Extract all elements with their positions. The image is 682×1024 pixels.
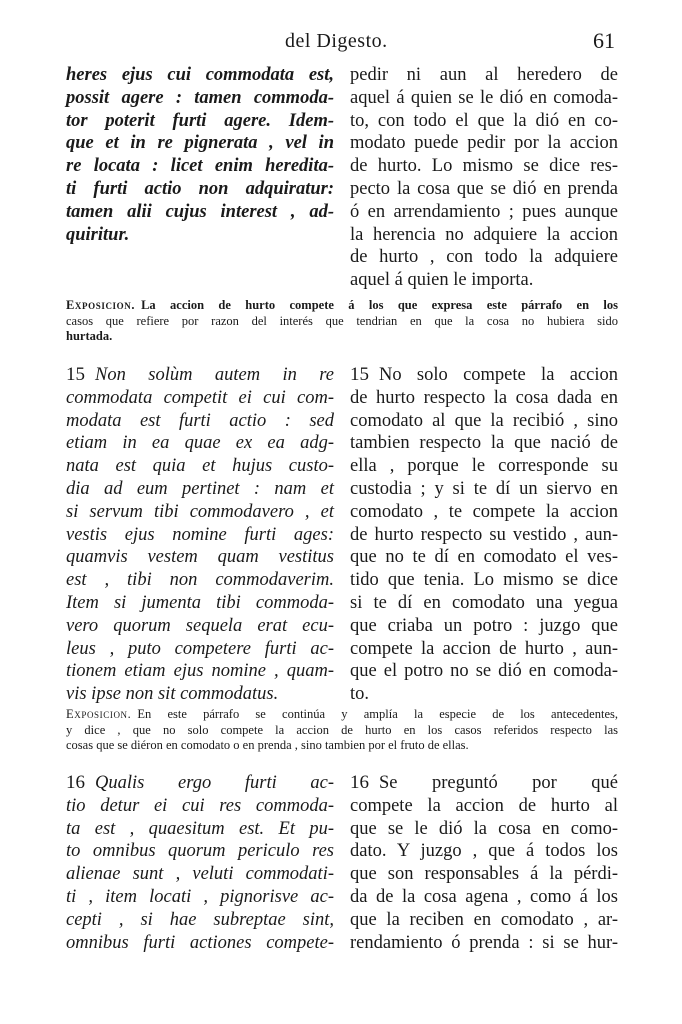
spanish-line: 16 Se preguntó por qué (350, 772, 618, 793)
spanish-line: da de la cosa agena , como á los (350, 886, 618, 907)
section-16 (66, 772, 618, 954)
spanish-line: que se le dió la cosa en como- (350, 818, 618, 839)
latin-line: 15 Non solùm autem in re (66, 364, 334, 385)
page-number: 61 (593, 28, 615, 53)
spanish-line: to, con todo el que la dió en co- (350, 110, 618, 131)
latin-line: tamen alii cujus interest , ad- (66, 201, 334, 222)
exposicion-line: y dice , que no solo compete la accion de hurto en los casos referidos respecto las (66, 722, 618, 737)
spanish-line: de hurto , con todo la adquiere (350, 247, 618, 268)
latin-line: vis ipse non sit commodatus. (66, 684, 279, 705)
exposicion-note (66, 298, 618, 345)
latin-line: est , tibi non commodaverim. (66, 570, 334, 591)
latin-line: ta est , quaesitum est. Et pu- (66, 818, 334, 839)
latin-line: re locata : licet enim heredita- (66, 156, 334, 177)
latin-column (66, 772, 334, 954)
latin-line: quamvis vestem quam vestitus (66, 547, 334, 568)
exposicion-label: Exposicion. (66, 298, 136, 312)
exposicion-line (66, 298, 618, 314)
spanish-line: que criaba un potro : juzgo que (350, 615, 618, 636)
latin-line: cepti , si hae subreptae sint, (66, 909, 334, 930)
paragraph-number: 16 (66, 772, 85, 793)
spanish-line: que la reciben en comodato , ar- (350, 909, 618, 930)
latin-line: 16 Qualis ergo furti ac- (66, 772, 334, 793)
latin-line: leus , puto competere furti ac- (66, 638, 334, 659)
latin-column (66, 364, 334, 706)
spanish-line: comodato al que la recibió , sino (350, 410, 618, 431)
spanish-line: compete la accion de hurto al (350, 795, 618, 816)
latin-line: nata est quia et hujus custo- (66, 456, 334, 477)
spanish-line: de hurto respecto la cosa dada en (350, 387, 618, 408)
spanish-line: la herencia no adquiere la accion (350, 224, 618, 245)
exposicion-note (66, 707, 618, 754)
spanish-line: 15 No solo compete la accion (350, 364, 618, 385)
section-15 (66, 364, 618, 706)
spanish-line: custodia ; y si te dí un siervo en (350, 478, 618, 499)
spanish-line: que no te dí en comodato el ves- (350, 547, 618, 568)
spanish-line: compete la accion de hurto , aun- (350, 638, 618, 659)
spanish-line: si te dí en comodato una yegua (350, 592, 618, 613)
spanish-line: pedir ni aun al heredero de (350, 65, 618, 85)
spanish-line: aquel á quien se le dió en comoda- (350, 87, 618, 108)
spanish-column (350, 364, 618, 706)
latin-line: vero quorum sequela erat ecu- (66, 615, 334, 636)
spanish-line: ella , porque le corresponde su (350, 456, 618, 477)
spanish-column (350, 64, 618, 292)
latin-line: si servum tibi commodavero , et (66, 501, 334, 522)
spanish-line: tambien respecto la que nació de (350, 433, 618, 454)
paragraph-number: 15 (66, 364, 85, 385)
latin-line: to omnibus quorum periculo res (66, 841, 334, 862)
exposicion-label: Exposicion. (66, 707, 132, 721)
latin-line: commodata competit ei cui com- (66, 387, 334, 408)
exposicion-text: En este párrafo se continúa y amplía la especie de los antecedentes, (137, 707, 618, 721)
spanish-line: de hurto respecto su vestido , aun- (350, 524, 618, 545)
spanish-line: que son responsables á la pérdi- (350, 864, 618, 885)
exposicion-text: La accion de hurto compete á los que expresa este párrafo en los (141, 298, 618, 312)
latin-line: tio detur ei cui res commoda- (66, 795, 334, 816)
latin-line: ti , item locati , pignorisve ac- (66, 886, 334, 907)
spanish-line: modato puede pedir por la accion (350, 133, 618, 154)
running-title: del Digesto. (285, 30, 388, 52)
spanish-line: rendamiento ó prenda : si se hur- (350, 932, 618, 953)
exposicion-line: casos que refiere por razon del interés que tendrian en que la cosa no hubiera sido (66, 313, 618, 328)
latin-line: omnibus furti actiones compete- (66, 932, 334, 953)
spanish-line: de hurto. Lo mismo se dice res- (350, 156, 618, 177)
exposicion-line (66, 707, 618, 723)
spanish-column (350, 772, 618, 954)
spanish-line: to. (350, 684, 370, 705)
paragraph-number: 15 (350, 364, 369, 385)
latin-line: alienae sunt , veluti commodati- (66, 864, 334, 885)
latin-line: etiam in ea quae ex ea adg- (66, 433, 334, 454)
exposicion-line: cosas que se diéron en comodato o en prenda , sino tambien por el fruto de ellas. (66, 738, 469, 753)
latin-line: dia ad eum pertinet : nam et (66, 478, 334, 499)
section-continuation (66, 64, 618, 292)
latin-line: Item si jumenta tibi commoda- (66, 592, 334, 613)
latin-line: possit agere : tamen commoda- (66, 87, 334, 108)
spanish-line: ó en arrendamiento ; pues aunque (350, 201, 618, 222)
latin-line: que et in re pignerata , vel in (66, 133, 334, 154)
paragraph-number: 16 (350, 772, 369, 793)
spanish-line: dato. Y juzgo , que á todos los (350, 841, 618, 862)
spanish-line: comodato , te compete la accion (350, 501, 618, 522)
latin-column (66, 64, 334, 292)
exposicion-line: hurtada. (66, 329, 113, 344)
spanish-line: que el potro no se dió en comoda- (350, 661, 618, 682)
latin-line: heres ejus cui commodata est, (66, 65, 334, 85)
latin-line: tor poterit furti agere. Idem- (66, 110, 334, 131)
spanish-line: pecto la cosa que se dió en prenda (350, 178, 618, 199)
latin-line: tionem etiam ejus nomine , quam- (66, 661, 334, 682)
latin-line: modata est furti actio : sed (66, 410, 334, 431)
spanish-line: tido que tenia. Lo mismo se dice (350, 570, 618, 591)
latin-line: ti furti actio non adquiratur: (66, 178, 334, 199)
spanish-line: aquel á quien le importa. (350, 270, 534, 291)
latin-line: vestis ejus nomine furti ages: (66, 524, 334, 545)
latin-line: quiritur. (66, 224, 130, 245)
